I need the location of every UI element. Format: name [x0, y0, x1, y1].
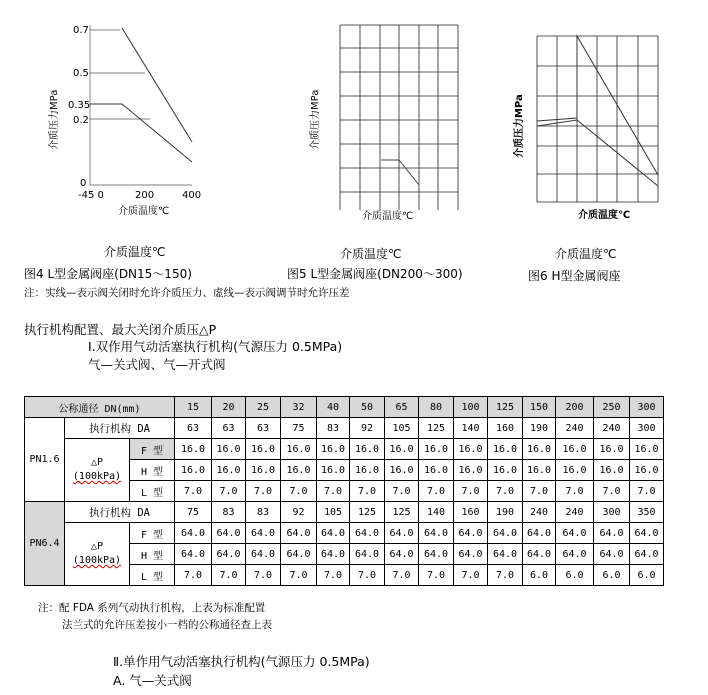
value-cell: 16.0 — [594, 460, 630, 481]
value-cell: 16.0 — [175, 460, 212, 481]
value-cell: 64.0 — [212, 544, 246, 565]
actuator-cell: 125 — [419, 418, 454, 439]
value-cell: 64.0 — [488, 544, 523, 565]
value-cell: 64.0 — [454, 544, 488, 565]
figure4-x-tick: 200 — [135, 190, 155, 201]
table-row — [25, 523, 664, 544]
value-cell: 64.0 — [488, 523, 523, 544]
actuator-cell: 125 — [350, 502, 385, 523]
value-cell: 7.0 — [419, 565, 454, 586]
actuator-cell: 160 — [454, 502, 488, 523]
table-header-row — [25, 397, 664, 418]
dp-label: △P — [90, 541, 104, 552]
actuator-cell: 300 — [594, 502, 630, 523]
actuator-cell: 300 — [630, 418, 664, 439]
value-cell: 16.0 — [246, 439, 281, 460]
value-cell: 64.0 — [281, 544, 317, 565]
type-label: L 型 — [130, 565, 175, 586]
table-note-2: 法兰式的允许压差按小一档的公称通径查上表 — [62, 619, 272, 631]
figure5-curve — [381, 160, 419, 185]
value-cell: 64.0 — [350, 523, 385, 544]
actuator-cell: 240 — [594, 418, 630, 439]
actuator-cell: 92 — [281, 502, 317, 523]
figure6-solid-curve — [537, 36, 658, 175]
figure4-y-tick: 0.5 — [73, 68, 89, 79]
value-cell: 7.0 — [175, 565, 212, 586]
figure4-x-tick: 400 — [182, 190, 202, 201]
value-cell: 16.0 — [523, 439, 556, 460]
type-label: L 型 — [130, 481, 175, 502]
value-cell: 16.0 — [281, 460, 317, 481]
dn-cell: 15 — [175, 397, 212, 418]
figure6-outside-label: 介质温度℃ — [555, 247, 617, 261]
value-cell: 6.0 — [523, 565, 556, 586]
type-label: H 型 — [130, 544, 175, 565]
value-cell: 16.0 — [556, 439, 594, 460]
table-row — [25, 439, 664, 460]
figure4-y-label: 介质压力MPa — [49, 89, 60, 150]
dn-cell: 25 — [246, 397, 281, 418]
figure4-x-tick: -45 0 — [78, 190, 104, 201]
figure4-dashed-curve — [90, 104, 192, 162]
actuator-label: 执行机构 DA — [65, 418, 175, 439]
actuator-cell: 83 — [317, 418, 350, 439]
dn-cell: 100 — [454, 397, 488, 418]
actuator-cell: 75 — [175, 502, 212, 523]
section-sub1b: 气—关式阀、气—开式阀 — [88, 357, 226, 372]
actuator-cell: 240 — [556, 502, 594, 523]
value-cell: 64.0 — [385, 523, 419, 544]
figure4-y-tick: 0.2 — [73, 115, 89, 126]
figure4-y-tick: 0.7 — [73, 25, 89, 36]
actuator-cell: 125 — [385, 502, 419, 523]
value-cell: 64.0 — [317, 523, 350, 544]
actuator-cell: 190 — [523, 418, 556, 439]
value-cell: 7.0 — [488, 481, 523, 502]
value-cell: 16.0 — [523, 460, 556, 481]
value-cell: 7.0 — [350, 481, 385, 502]
section2-title: Ⅱ.单作用气动活塞执行机构(气源压力 0.5MPa) — [113, 654, 370, 669]
value-cell: 7.0 — [212, 481, 246, 502]
value-cell: 16.0 — [419, 460, 454, 481]
dn-cell: 300 — [630, 397, 664, 418]
actuator-cell: 63 — [175, 418, 212, 439]
actuator-cell: 140 — [454, 418, 488, 439]
dp-unit: (100kPa) — [72, 471, 122, 482]
actuator-cell: 75 — [281, 418, 317, 439]
value-cell: 7.0 — [454, 481, 488, 502]
value-cell: 16.0 — [488, 439, 523, 460]
dn-cell: 150 — [523, 397, 556, 418]
value-cell: 7.0 — [419, 481, 454, 502]
spec-table — [24, 396, 664, 586]
value-cell: 7.0 — [350, 565, 385, 586]
value-cell: 64.0 — [175, 544, 212, 565]
actuator-cell: 140 — [419, 502, 454, 523]
actuator-cell: 92 — [350, 418, 385, 439]
dp-label: △P — [90, 457, 104, 468]
figure4-y-tick: 0.35 — [68, 100, 91, 111]
value-cell: 7.0 — [317, 481, 350, 502]
dn-cell: 40 — [317, 397, 350, 418]
value-cell: 16.0 — [246, 460, 281, 481]
value-cell: 64.0 — [419, 544, 454, 565]
value-cell: 7.0 — [212, 565, 246, 586]
value-cell: 16.0 — [350, 460, 385, 481]
figure4-outside-label: 介质温度℃ — [104, 245, 166, 259]
header-label: 公称通径 DN(mm) — [25, 397, 175, 418]
value-cell: 6.0 — [630, 565, 664, 586]
dn-cell: 65 — [385, 397, 419, 418]
figure5-outside-label: 介质温度℃ — [340, 247, 402, 261]
actuator-cell: 83 — [212, 502, 246, 523]
value-cell: 16.0 — [454, 439, 488, 460]
section-sub1: Ⅰ.双作用气动活塞执行机构(气源压力 0.5MPa) — [88, 339, 343, 354]
figure5-x-label: 介质温度℃ — [362, 211, 414, 222]
value-cell: 7.0 — [281, 481, 317, 502]
value-cell: 16.0 — [385, 460, 419, 481]
value-cell: 16.0 — [281, 439, 317, 460]
actuator-cell: 105 — [317, 502, 350, 523]
figure4-x-label: 介质温度℃ — [118, 206, 170, 217]
actuator-cell: 63 — [212, 418, 246, 439]
value-cell: 7.0 — [594, 481, 630, 502]
value-cell: 64.0 — [246, 544, 281, 565]
value-cell: 6.0 — [594, 565, 630, 586]
value-cell: 16.0 — [488, 460, 523, 481]
pn-label: PN6.4 — [25, 502, 65, 586]
value-cell: 7.0 — [523, 481, 556, 502]
value-cell: 16.0 — [350, 439, 385, 460]
value-cell: 64.0 — [594, 523, 630, 544]
value-cell: 6.0 — [556, 565, 594, 586]
figure4-caption: 图4 L型金属阀座(DN15～150) — [24, 267, 192, 281]
value-cell: 16.0 — [317, 439, 350, 460]
type-label: F 型 — [130, 439, 175, 460]
value-cell: 16.0 — [454, 460, 488, 481]
dn-cell: 20 — [212, 397, 246, 418]
figure5-y-label: 介质压力MPa — [310, 89, 321, 150]
value-cell: 16.0 — [419, 439, 454, 460]
dp-label-cell — [65, 523, 130, 586]
value-cell: 64.0 — [523, 523, 556, 544]
value-cell: 7.0 — [175, 481, 212, 502]
actuator-cell: 240 — [523, 502, 556, 523]
value-cell: 16.0 — [212, 460, 246, 481]
value-cell: 64.0 — [350, 544, 385, 565]
dn-cell: 250 — [594, 397, 630, 418]
dn-cell: 32 — [281, 397, 317, 418]
value-cell: 16.0 — [385, 439, 419, 460]
value-cell: 7.0 — [454, 565, 488, 586]
figure6-chart — [512, 36, 658, 221]
figure4-solid-curve — [122, 28, 192, 142]
value-cell: 16.0 — [175, 439, 212, 460]
value-cell: 7.0 — [385, 565, 419, 586]
value-cell: 64.0 — [212, 523, 246, 544]
value-cell: 64.0 — [454, 523, 488, 544]
value-cell: 7.0 — [488, 565, 523, 586]
actuator-cell: 160 — [488, 418, 523, 439]
type-label: H 型 — [130, 460, 175, 481]
actuator-cell: 83 — [246, 502, 281, 523]
value-cell: 64.0 — [630, 544, 664, 565]
dp-label-cell — [65, 439, 130, 502]
value-cell: 64.0 — [556, 523, 594, 544]
value-cell: 7.0 — [281, 565, 317, 586]
value-cell: 16.0 — [556, 460, 594, 481]
value-cell: 7.0 — [317, 565, 350, 586]
actuator-cell: 63 — [246, 418, 281, 439]
figure4-y-tick: 0 — [80, 178, 87, 189]
dn-cell: 50 — [350, 397, 385, 418]
value-cell: 7.0 — [630, 481, 664, 502]
value-cell: 16.0 — [594, 439, 630, 460]
dp-unit: (100kPa) — [72, 555, 122, 566]
figure4-chart — [47, 25, 201, 217]
table-row — [25, 418, 664, 439]
value-cell: 64.0 — [556, 544, 594, 565]
actuator-cell: 240 — [556, 418, 594, 439]
value-cell: 64.0 — [175, 523, 212, 544]
value-cell: 64.0 — [523, 544, 556, 565]
table-row — [25, 502, 664, 523]
value-cell: 64.0 — [317, 544, 350, 565]
actuator-cell: 190 — [488, 502, 523, 523]
charts-area — [0, 0, 708, 300]
pn-label: PN1.6 — [25, 418, 65, 502]
section2-sub: A. 气—关式阀 — [113, 673, 192, 688]
section-title: 执行机构配置、最大关闭介质压△P — [24, 322, 217, 337]
table-note-1: 注：配 FDA 系列气动执行机构，上表为标准配置 — [38, 602, 266, 614]
value-cell: 64.0 — [281, 523, 317, 544]
dn-cell: 80 — [419, 397, 454, 418]
value-cell: 7.0 — [385, 481, 419, 502]
figure5-chart — [308, 25, 458, 222]
value-cell: 16.0 — [630, 439, 664, 460]
figure5-caption: 图5 L型金属阀座(DN200～300) — [287, 267, 463, 281]
value-cell: 7.0 — [246, 565, 281, 586]
actuator-label: 执行机构 DA — [65, 502, 175, 523]
value-cell: 64.0 — [419, 523, 454, 544]
dn-cell: 200 — [556, 397, 594, 418]
value-cell: 64.0 — [385, 544, 419, 565]
value-cell: 64.0 — [594, 544, 630, 565]
dn-cell: 125 — [488, 397, 523, 418]
value-cell: 16.0 — [212, 439, 246, 460]
chart-note: 注：实线—表示阀关闭时允许介质压力、虚线—表示阀调节时允许压差 — [24, 287, 350, 299]
actuator-cell: 350 — [630, 502, 664, 523]
value-cell: 7.0 — [556, 481, 594, 502]
value-cell: 16.0 — [317, 460, 350, 481]
figure6-y-label: 介质压力MPa — [514, 94, 525, 158]
figure6-x-label: 介质温度℃ — [578, 210, 631, 221]
value-cell: 16.0 — [630, 460, 664, 481]
value-cell: 7.0 — [246, 481, 281, 502]
figure6-dashed-curve — [537, 120, 658, 186]
figure6-caption: 图6 H型金属阀座 — [528, 269, 621, 283]
actuator-cell: 105 — [385, 418, 419, 439]
value-cell: 64.0 — [630, 523, 664, 544]
type-label: F 型 — [130, 523, 175, 544]
value-cell: 64.0 — [246, 523, 281, 544]
